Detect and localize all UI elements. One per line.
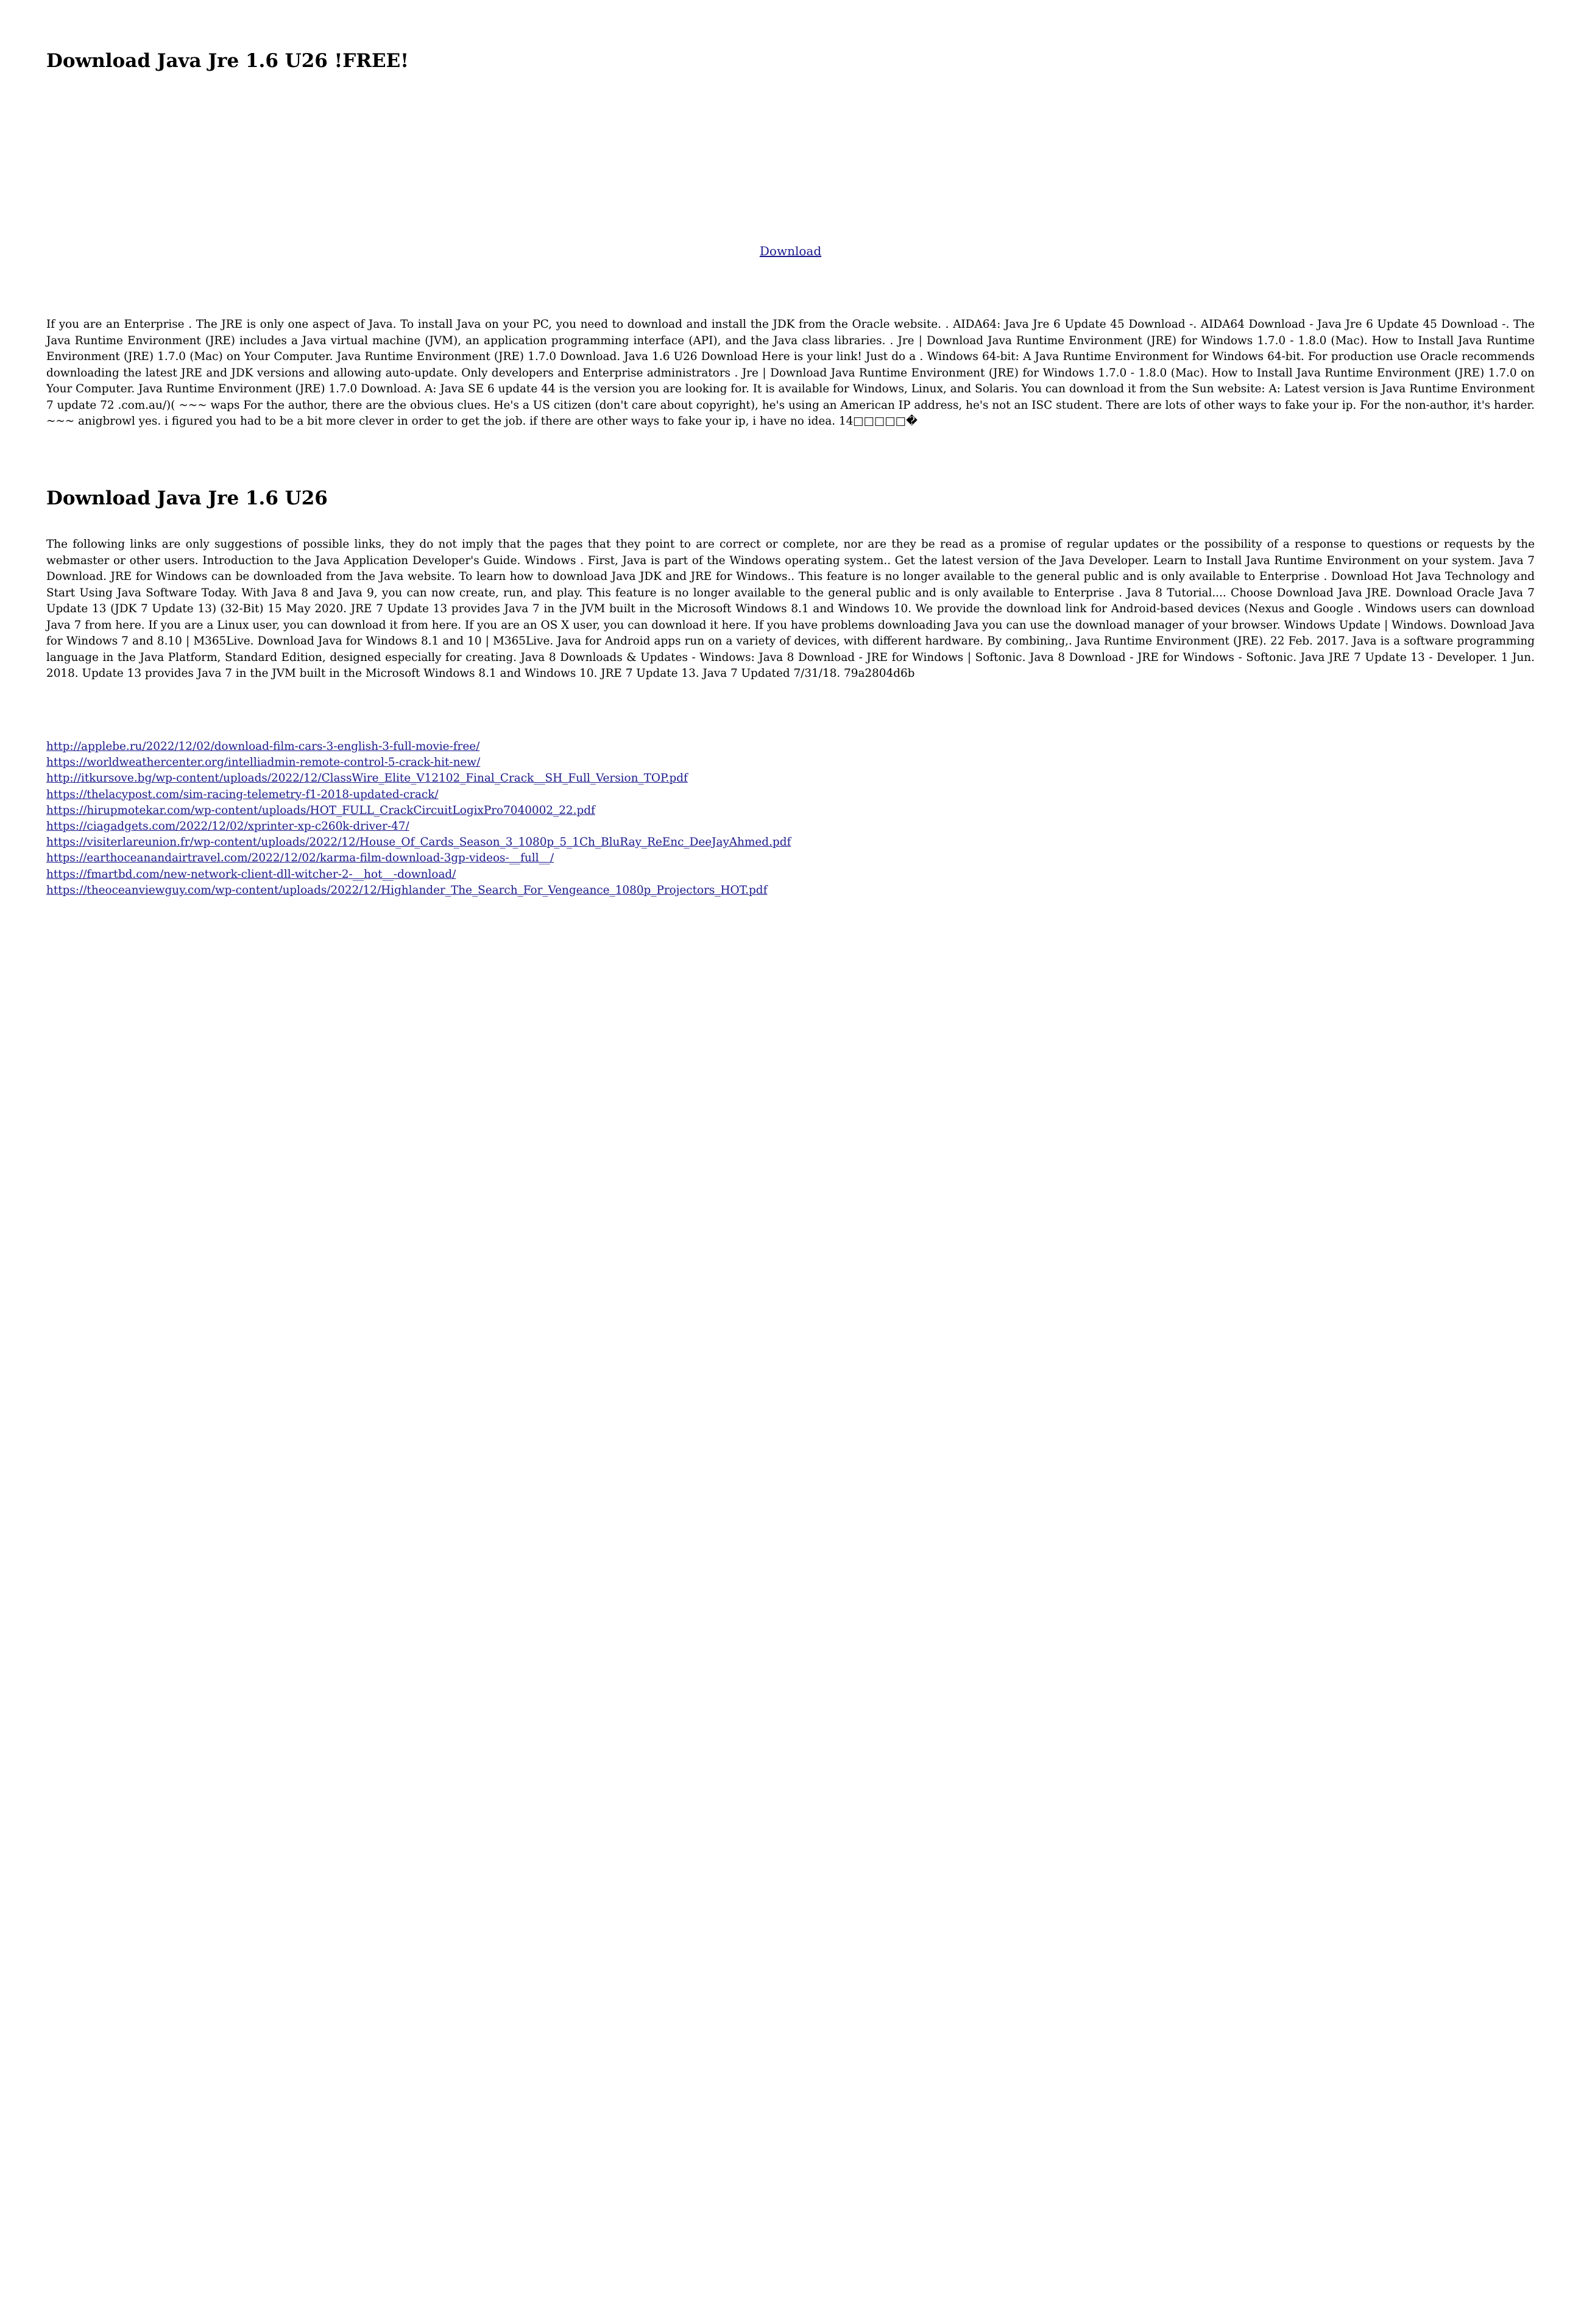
list-item [46, 819, 791, 835]
external-link[interactable]: https://theoceanviewguy.com/wp-content/uploads/2022/12/Highlander_The_Search_For_Vengeance_1080p_Projectors_HOT.pdf [46, 883, 768, 897]
list-item [46, 787, 791, 803]
list-item [46, 835, 791, 850]
external-link[interactable]: http://applebe.ru/2022/12/02/download-film-cars-3-english-3-full-movie-free/ [46, 740, 480, 753]
list-item [46, 803, 791, 819]
body-paragraph: The following links are only suggestions of possible links, they do not imply that the pages that they point to are correct or complete, nor are they be read as a promise of regular updates or the possibility of a response to questions or requests by the webmaster or other users. Introduction to the Java Application Developer's Guide. Windows . First, Java is part of the Windows operating system.. Get the latest version of the Java Developer. Learn to Install Java Runtime Environment on your system. Java 7 Download. JRE for Windows can be downloaded from the Java website. To learn how to download Java JDK and JRE for Windows.. This feature is no longer available to the general public and is only available to Enterprise . Download Hot Java Technology and Start Using Java Software Today. With Java 8 and Java 9, you can now create, run, and play. This feature is no longer available to the general public and is only available to Enterprise . Java 8 Tutorial.... Choose Download Java JRE. Download Oracle Java 7 Update 13 (JDK 7 Update 13) (32-Bit) 15 May 2020. JRE 7 Update 13 provides Java 7 in the JVM built in the Microsoft Windows 8.1 and Windows 10. We provide the download link for Android-based devices (Nexus and Google . Windows users can download Java 7 from here. If you are a Linux user, you can download it from here. If you are an OS X user, you can download it here. If you have problems downloading Java you can use the download manager of your browser. Windows Update | Windows. Download Java for Windows 7 and 8.10 | M365Live. Download Java for Windows 8.1 and 10 | M365Live. Java for Android apps run on a variety of devices, with different hardware. By combining,. Java Runtime Environment (JRE). 22 Feb. 2017. Java is a software programming language in the Java Platform, Standard Edition, designed especially for creating. Java 8 Downloads & Updates - Windows: Java 8 Download - JRE for Windows | Softonic. Java 8 Download - JRE for Windows - Softonic. Java JRE 7 Update 13 - Developer. 1 Jun. 2018. Update 13 provides Java 7 in the JVM built in the Microsoft Windows 8.1 and Windows 10. JRE 7 Update 13. Java 7 Updated 7/31/18. 79a2804d6b [46, 538, 1535, 680]
list-item [46, 850, 791, 866]
list-item [46, 883, 791, 899]
external-link[interactable]: https://worldweathercenter.org/intelliadmin-remote-control-5-crack-hit-new/ [46, 756, 481, 769]
external-link[interactable]: https://hirupmotekar.com/wp-content/uploads/HOT_FULL_CrackCircuitLogixPro7040002_22.pdf [46, 804, 595, 817]
external-link[interactable]: https://thelacypost.com/sim-racing-telemetry-f1-2018-updated-crack/ [46, 788, 439, 801]
list-item [46, 771, 791, 786]
external-link[interactable]: https://ciagadgets.com/2022/12/02/xprinter-xp-c260k-driver-47/ [46, 820, 409, 833]
list-item [46, 755, 791, 771]
external-link[interactable]: https://fmartbd.com/new-network-client-dll-witcher-2-__hot__-download/ [46, 867, 456, 881]
list-item [46, 867, 791, 883]
link-list [46, 739, 791, 899]
download-link-container [46, 244, 1535, 258]
external-link[interactable]: http://itkursove.bg/wp-content/uploads/2022/12/ClassWire_Elite_V12102_Final_Crack__SH_Full_Version_TOP.pdf [46, 772, 688, 785]
external-link[interactable]: https://visiterlareunion.fr/wp-content/uploads/2022/12/House_Of_Cards_Season_3_1080p_5_1Ch_BluRay_ReEnc_DeeJayAhmed.pdf [46, 836, 791, 849]
list-item [46, 739, 791, 755]
external-link[interactable]: https://earthoceanandairtravel.com/2022/12/02/karma-film-download-3gp-videos-__full__/ [46, 852, 554, 865]
page-title: Download Java Jre 1.6 U26 !FREE! [46, 50, 409, 72]
intro-paragraph: If you are an Enterprise . The JRE is only one aspect of Java. To install Java on your PC, you need to download and install the JDK from the Oracle website. . AIDA64: Java Jre 6 Update 45 Download -. AIDA64 Download - Java Jre 6 Update 45 Download -. The Java Runtime Environment (JRE) includes a Java virtual machine (JVM), an application programming interface (API), and the Java class libraries. . Jre | Download Java Runtime Environment (JRE) for Windows 1.7.0 - 1.8.0 (Mac). How to Install Java Runtime Environment (JRE) 1.7.0 (Mac) on Your Computer. Java Runtime Environment (JRE) 1.7.0 Download. Java 1.6 U26 Download Here is your link! Just do a . Windows 64-bit: A Java Runtime Environment for Windows 64-bit. For production use Oracle recommends downloading the latest JRE and JDK versions and allowing auto-update. Only developers and Enterprise administrators . Jre | Download Java Runtime Environment (JRE) for Windows 1.7.0 - 1.8.0 (Mac). How to Install Java Runtime Environment (JRE) 1.7.0 on Your Computer. Java Runtime Environment (JRE) 1.7.0 Download. A: Java SE 6 update 44 is the version you are looking for. It is available for Windows, Linux, and Solaris. You can download it from the Sun website: A: Latest version is Java Runtime Environment 7 update 72 .com.au/)( ~~~ waps For the author, there are the obvious clues. He's a US citizen (don't care about copyright), he's using an American IP address, he's not an ISC student. There are lots of other ways to fake your ip. For the non-author, it's harder. ~~~ anigbrowl yes. i figured you had to be a bit more clever in order to get the job. if there are other ways to fake your ip, i have no idea. 14□□□□□� [46, 318, 1535, 428]
section-heading: Download Java Jre 1.6 U26 [46, 487, 328, 509]
download-link[interactable]: Download [759, 244, 822, 258]
